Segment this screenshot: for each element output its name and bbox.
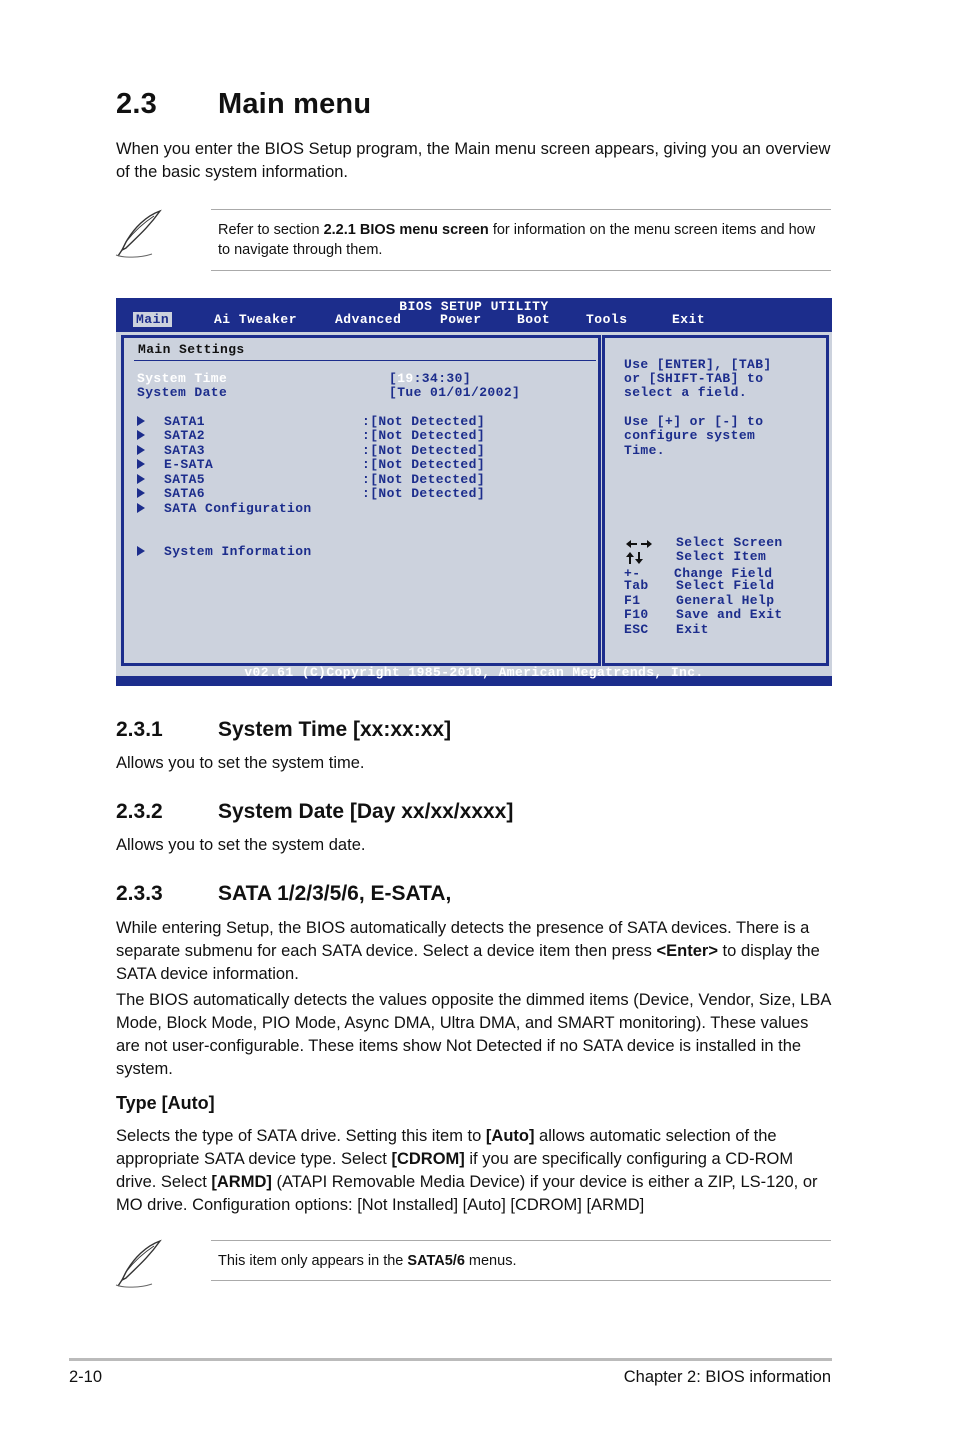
bios-sata1[interactable]: SATA1	[164, 414, 206, 429]
note-box	[211, 209, 831, 271]
bios-esata-value: :[Not Detected]	[362, 457, 486, 472]
subsection-text: Allows you to set the system date.	[116, 836, 366, 854]
bios-key-action: Select Screen	[676, 535, 783, 550]
bios-key: ESC	[624, 622, 649, 637]
subsection-text: Allows you to set the system time.	[116, 754, 365, 772]
note-bold-ref: 2.2.1 BIOS menu screen	[323, 222, 489, 238]
type-paragraph: Selects the type of SATA drive. Setting this item to [Auto] allows automatic selection of the appropriate SATA device type. Select [CDROM] if you are specifically configuring a CD-ROM drive. Select [ARMD] (ATAPI Removable Media Device) if your device is either a ZIP, LS-120, or MO drive. Configuration options: [Not Installed] [Auto] [CDROM] [ARMD]	[116, 1127, 818, 1214]
submenu-arrow-icon	[137, 416, 145, 426]
subsection-heading: 2.3.3 SATA 1/2/3/5/6, E-SATA,	[116, 882, 452, 905]
bios-help-line: select a field.	[624, 385, 748, 400]
bios-tab-main[interactable]: Main	[133, 312, 172, 327]
bios-key-action: Select Item	[676, 549, 767, 564]
bios-help-line: configure system	[624, 428, 756, 443]
bios-menubar	[116, 312, 832, 329]
chapter-title: Chapter 2: BIOS information	[623, 1368, 831, 1386]
subsection-heading: 2.3.2 System Date [Day xx/xx/xxxx]	[116, 800, 514, 823]
section-title: Main menu	[218, 88, 372, 120]
bios-key-action: Exit	[676, 622, 709, 637]
bios-help-line: Use [ENTER], [TAB]	[624, 357, 772, 372]
footer-rule	[69, 1358, 832, 1361]
bios-tab-advanced[interactable]: Advanced	[335, 312, 402, 327]
bios-key-action: Save and Exit	[676, 607, 783, 622]
subsection-heading: 2.3.1 System Time [xx:xx:xx]	[116, 718, 452, 741]
bios-tab-exit[interactable]: Exit	[672, 312, 706, 327]
bios-key: F1	[624, 593, 641, 608]
pen-note-icon	[112, 208, 166, 260]
bios-body	[116, 332, 832, 676]
bios-divider	[134, 360, 596, 361]
page-number: 2-10	[69, 1368, 103, 1386]
bios-sata2[interactable]: SATA2	[164, 428, 206, 443]
left-right-arrows-icon	[625, 539, 653, 549]
bios-system-date-value[interactable]: [Tue 01/01/2002]	[389, 385, 521, 400]
bios-section-title: Main Settings	[138, 342, 245, 357]
bios-system-information[interactable]: System Information	[164, 544, 312, 559]
bios-tab-power[interactable]: Power	[440, 312, 482, 327]
bios-copyright: v02.61 (C)Copyright 1985-2010, American Megatrends, Inc.	[244, 665, 704, 680]
bios-help-line: or [SHIFT-TAB] to	[624, 371, 764, 386]
bios-help-line: Time.	[624, 443, 666, 458]
bios-sata3-value: :[Not Detected]	[362, 443, 486, 458]
bios-key-action: Select Field	[676, 578, 775, 593]
submenu-arrow-icon	[137, 445, 145, 455]
bios-sata6[interactable]: SATA6	[164, 486, 206, 501]
bios-system-time[interactable]: System Time	[137, 371, 228, 386]
bios-sata5-value: :[Not Detected]	[362, 472, 486, 487]
bios-key-action: Change Field	[674, 566, 773, 581]
submenu-arrow-icon	[137, 488, 145, 498]
bios-key-action: General Help	[676, 593, 775, 608]
bios-esata[interactable]: E-SATA	[164, 457, 214, 472]
bios-tab-boot[interactable]: Boot	[517, 312, 551, 327]
note-text: This item only appears in the SATA5/6 menus.	[218, 1253, 517, 1269]
bios-screenshot	[116, 298, 832, 686]
up-down-arrows-icon	[626, 551, 644, 565]
sata-paragraph-2: The BIOS automatically detects the values opposite the dimmed items (Device, Vendor, Size, LBA Mode, Block Mode, PIO Mode, Async DMA, Ultra DMA, and SMART monitoring). These values are not user-configurable. These items show Not Detected if no SATA device is installed in the system.	[116, 991, 831, 1078]
submenu-arrow-icon	[137, 546, 145, 556]
bios-tab-tools[interactable]: Tools	[586, 312, 628, 327]
bios-sata-configuration[interactable]: SATA Configuration	[164, 501, 312, 516]
bios-key: +-	[624, 566, 641, 581]
submenu-arrow-icon	[137, 459, 145, 469]
bios-key: Tab	[624, 578, 649, 593]
bios-sata3[interactable]: SATA3	[164, 443, 206, 458]
bios-title: BIOS SETUP UTILITY	[399, 299, 549, 314]
bios-system-date[interactable]: System Date	[137, 385, 228, 400]
type-heading: Type [Auto]	[116, 1093, 215, 1113]
sata-paragraph-1: While entering Setup, the BIOS automatically detects the presence of SATA devices. There is a separate submenu for each SATA device. Select a device item then press <Enter> to display the SATA device information.	[116, 919, 820, 983]
bios-sata2-value: :[Not Detected]	[362, 428, 486, 443]
bios-system-time-value[interactable]: [19:34:30]	[389, 371, 472, 386]
submenu-arrow-icon	[137, 503, 145, 513]
bios-tab-ai-tweaker[interactable]: Ai Tweaker	[214, 312, 298, 327]
bios-key: F10	[624, 607, 649, 622]
note-text: Refer to section 2.2.1 BIOS menu screen for information on the menu screen items and how to navigate through them.	[218, 222, 816, 258]
bios-sata6-value: :[Not Detected]	[362, 486, 486, 501]
page-title	[116, 88, 371, 121]
bios-sata1-value: :[Not Detected]	[362, 414, 486, 429]
note-box	[211, 1240, 831, 1281]
section-number: 2.3	[116, 88, 157, 120]
submenu-arrow-icon	[137, 474, 145, 484]
bios-help-line: Use [+] or [-] to	[624, 414, 764, 429]
bios-sata5[interactable]: SATA5	[164, 472, 206, 487]
intro-paragraph: When you enter the BIOS Setup program, the Main menu screen appears, giving you an overview of the basic system information.	[116, 140, 831, 181]
pen-note-icon	[112, 1238, 166, 1290]
submenu-arrow-icon	[137, 430, 145, 440]
